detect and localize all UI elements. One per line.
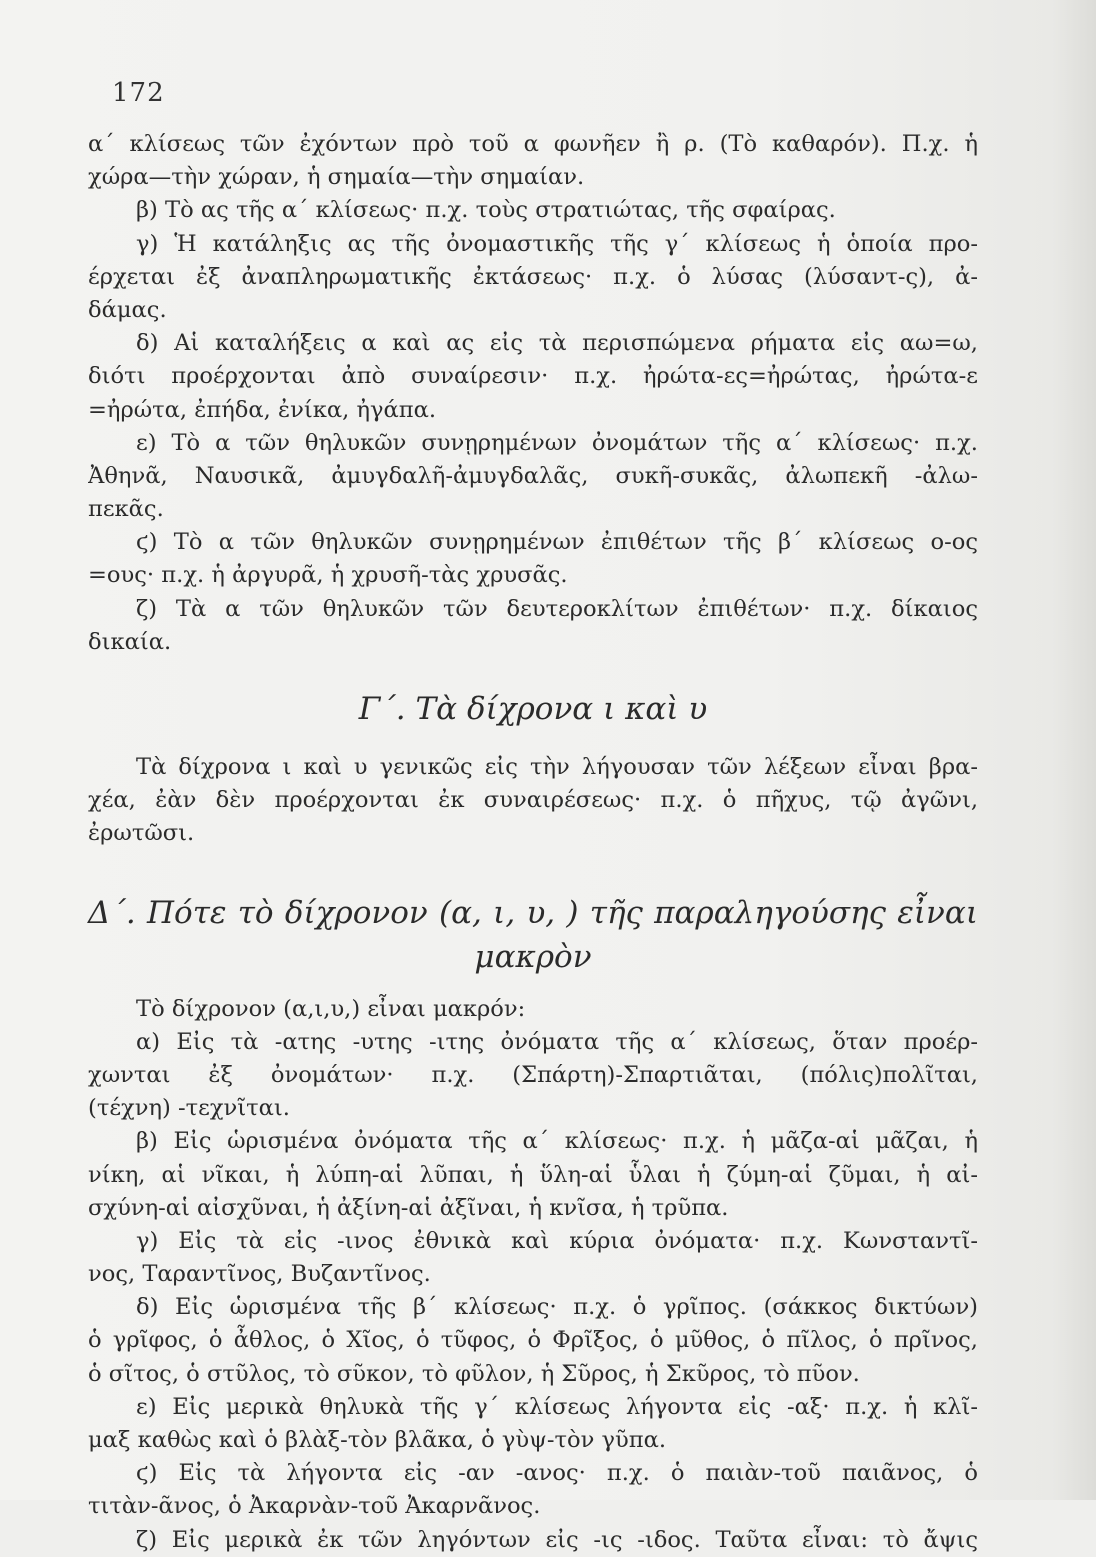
section-heading-g: Γ΄. Τὰ δίχρονα ι καὶ υ bbox=[358, 691, 708, 727]
text-line: α΄ κλίσεως τῶν ἐχόντων πρὸ τοῦ α φωνῆεν ἢ ρ. (Τὸ καθαρόν). Π.χ. ἡ bbox=[88, 131, 978, 157]
text-line: χώρα—τὴν χώραν, ἡ σημαία—τὴν σημαίαν. bbox=[88, 164, 585, 191]
text-line: ὁ γρῖφος, ὁ ἆθλος, ὁ Χῖος, ὁ τῦφος, ὁ Φρῖξος, ὁ μῦθος, ὁ πῖλος, ὁ πρῖνος, bbox=[88, 1327, 978, 1354]
text-line: ϛ) Εἰς τὰ λήγοντα εἰς -αν -ανος· π.χ. ὁ παιὰν-τοῦ παιᾶνος, ὁ bbox=[136, 1460, 978, 1487]
text-line: διότι προέρχονται ἀπὸ συναίρεσιν· π.χ. ἠρώτα-ες=ἠρώτας, ἠρώτα-ε bbox=[88, 363, 978, 390]
text-line: γ) Ἡ κατάληξις ας τῆς ὀνομαστικῆς τῆς γ΄ κλίσεως ἡ ὁποία προ- bbox=[136, 230, 978, 257]
text-line: έρχεται ἐξ ἀναπληρωματικῆς ἐκτάσεως· π.χ. ὁ λύσας (λύσαντ-ς), ἀ- bbox=[88, 263, 978, 290]
text-line: α) Εἰς τὰ -ατης -υτης -ιτης ὀνόματα τῆς α΄ κλίσεως, ὅταν προέρ- bbox=[136, 1028, 978, 1055]
page-number: 172 bbox=[112, 78, 165, 108]
text-line: γ) Εἰς τὰ εἰς -ινος ἐθνικὰ καὶ κύρια ὀνόματα· π.χ. Κωνσταντῖ- bbox=[136, 1227, 978, 1254]
text-line: Τὸ δίχρονον (α,ι,υ,) εἶναι μακρόν: bbox=[136, 995, 526, 1022]
text-line: νος, Ταραντῖνος, Βυζαντῖνος. bbox=[88, 1261, 431, 1288]
text-line: ε) Τὸ α τῶν θηλυκῶν συνῃρημένων ὀνομάτων τῆς α΄ κλίσεως· π.χ. bbox=[136, 429, 978, 456]
text-line: Τὰ δίχρονα ι καὶ υ γενικῶς εἰς τὴν λήγουσαν τῶν λέξεων εἶναι βρα- bbox=[136, 754, 978, 780]
text-line: τιτὰν-ᾶνος, ὁ Ἀκαρνὰν-τοῦ Ἀκαρνᾶνος. bbox=[88, 1493, 541, 1520]
text-line: χωνται ἐξ ὀνομάτων· π.χ. (Σπάρτη)-Σπαρτιᾶται, (πόλις)πολῖται, bbox=[88, 1061, 978, 1088]
text-line: ὁ σῖτος, ὁ στῦλος, τὸ σῦκον, τὸ φῦλον, ἡ Σῦρος, ἡ Σκῦρος, τὸ πῦον. bbox=[88, 1360, 860, 1387]
text-line: ζ) Εἰς μερικὰ ἐκ τῶν ληγόντων εἰς -ις -ιδος. Ταῦτα εἶναι: τὸ ἄψις bbox=[136, 1526, 978, 1553]
text-line: ϛ) Τὸ α τῶν θηλυκῶν συνῃρημένων ἐπιθέτων τῆς β΄ κλίσεως ο-ος bbox=[136, 529, 978, 556]
text-line: ε) Εἰς μερικὰ θηλυκὰ τῆς γ΄ κλίσεως λήγοντα εἰς -αξ· π.χ. ἡ κλῖ- bbox=[136, 1393, 978, 1420]
text-line: πεκᾶς. bbox=[88, 496, 164, 523]
page-text bbox=[88, 128, 978, 1557]
text-line: μαξ καθὼς καὶ ὁ βλὰξ-τὸν βλᾶκα, ὁ γὺψ-τὸν γῦπα. bbox=[88, 1427, 667, 1453]
text-line: δ) Εἰς ὡρισμένα τῆς β΄ κλίσεως· π.χ. ὁ γρῖπος. (σάκκος δικτύων) bbox=[136, 1294, 978, 1321]
text-line: β) Τὸ ας τῆς α΄ κλίσεως· π.χ. τοὺς στρατιώτας, τῆς σφαίρας. bbox=[136, 197, 836, 224]
text-line: ἐρωτῶσι. bbox=[88, 820, 195, 847]
text-line: δικαία. bbox=[88, 628, 172, 655]
section-heading-d-line2: μακρὸν bbox=[474, 938, 592, 975]
text-line: χέα, ἐὰν δὲν προέρχονται ἐκ συναιρέσεως· π.χ. ὁ πῆχυς, τῷ ἀγῶνι, bbox=[88, 787, 978, 814]
section-heading-d-line1: Δ΄. Πότε τὸ δίχρονον (α, ι, υ, ) τῆς παραληγούσης εἶναι bbox=[88, 894, 978, 931]
text-line: ζ) Τὰ α τῶν θηλυκῶν τῶν δευτεροκλίτων ἐπιθέτων· π.χ. δίκαιος bbox=[136, 595, 978, 622]
text-line: δ) Αἱ καταλήξεις α καὶ ας εἰς τὰ περισπώμενα ρήματα εἰς αω=ω, bbox=[136, 330, 978, 357]
text-line: σχύνη-αἱ αἰσχῦναι, ἡ ἀξίνη-αἱ ἀξῖναι, ἡ κνῖσα, ἡ τρῦπα. bbox=[88, 1194, 729, 1221]
section-heading-d bbox=[88, 891, 978, 979]
text-line: Ἀθηνᾶ, Ναυσικᾶ, ἀμυγδαλῆ-ἀμυγδαλᾶς, συκῆ-συκᾶς, ἀλωπεκῆ -ἀλω- bbox=[88, 462, 978, 489]
text-line: δάμας. bbox=[88, 296, 167, 323]
text-line: =ἠρώτα, ἐπήδα, ἐνίκα, ἠγάπα. bbox=[88, 396, 437, 423]
text-line: (τέχνη) -τεχνῖται. bbox=[88, 1095, 290, 1122]
text-line: νίκη, αἱ νῖκαι, ἡ λύπη-αἱ λῦπαι, ἡ ὕλη-αἱ ὗλαι ἡ ζύμη-αἱ ζῦμαι, ἡ αἰ- bbox=[88, 1161, 978, 1188]
text-line: β) Εἰς ὡρισμένα ὀνόματα τῆς α΄ κλίσεως· π.χ. ἡ μᾶζα-αἱ μᾶζαι, ἡ bbox=[136, 1128, 978, 1155]
text-line: =ους· π.χ. ἡ ἀργυρᾶ, ἡ χρυσῆ-τὰς χρυσᾶς. bbox=[88, 562, 568, 589]
